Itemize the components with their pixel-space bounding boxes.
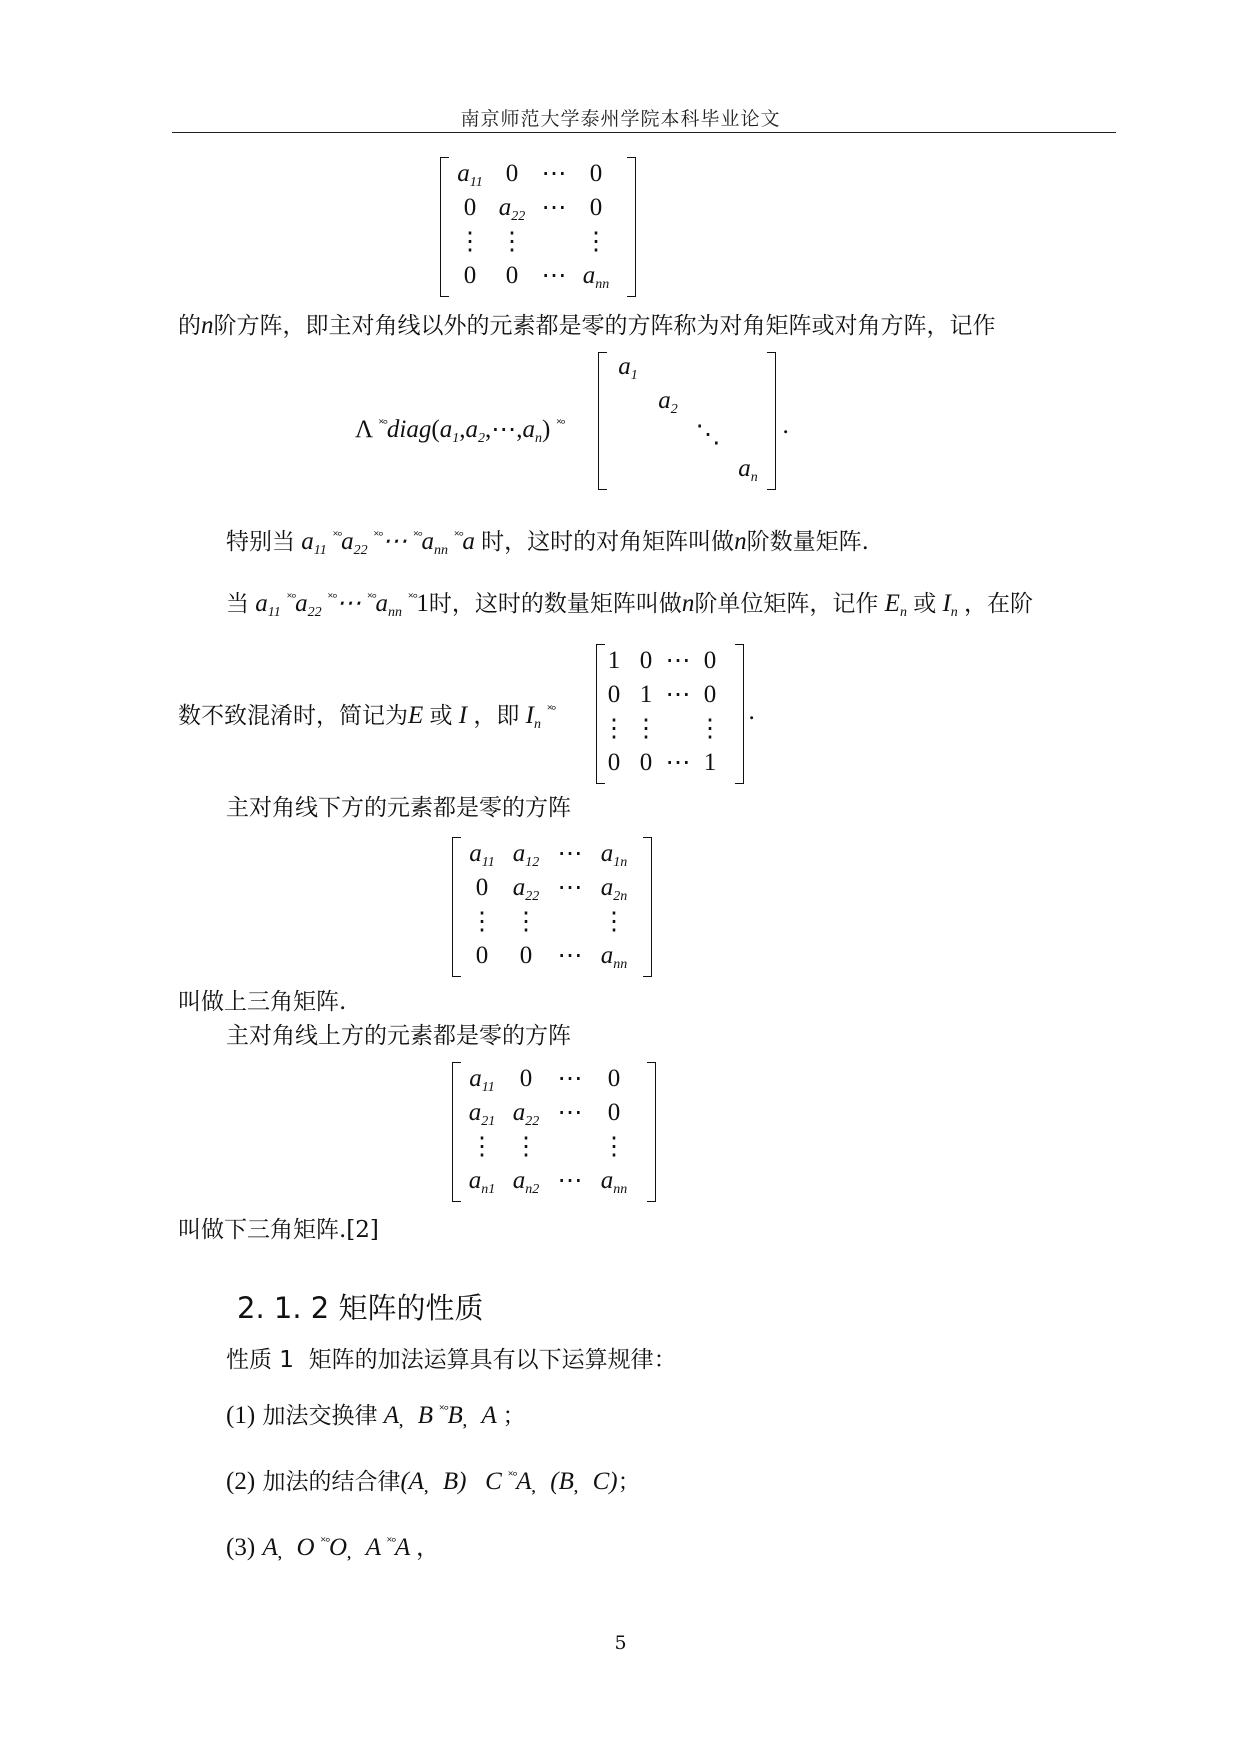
- text-span: 当: [226, 591, 249, 617]
- lower-triangular-matrix: [452, 1062, 656, 1202]
- text-span: 阶数量矩阵.: [746, 529, 869, 555]
- matrix-entry: ⋯: [557, 1065, 583, 1092]
- diagonal-matrix-general: [440, 157, 636, 297]
- running-header: 南京师范大学泰州学院本科毕业论文: [460, 108, 781, 130]
- text-span: ，即: [473, 703, 520, 729]
- matrix-entry: 1: [703, 749, 717, 776]
- math-n: n: [734, 528, 747, 555]
- page-number: 5: [614, 1632, 627, 1654]
- paragraph-identity-short: [178, 694, 555, 741]
- matrix-entry: ⋯: [557, 942, 583, 969]
- text-span: 或: [913, 591, 937, 617]
- matrix-entry: ⋮: [469, 908, 495, 935]
- equals-glyph: ˟°: [547, 702, 556, 717]
- matrix-entry: $a_{12}$: [512, 840, 540, 870]
- text-span: ；: [502, 1403, 526, 1429]
- text-span: 特别当: [226, 529, 295, 555]
- item-number: (2): [226, 1468, 256, 1495]
- math-In: $I_n$: [936, 590, 958, 620]
- text-span: 时，这时的对角矩阵叫做: [481, 529, 735, 555]
- math-n: n: [681, 590, 695, 617]
- matrix-entry: ⋯: [541, 262, 567, 289]
- matrix-entry: ⋮: [499, 228, 525, 255]
- property-statement: [226, 1344, 677, 1376]
- matrix-entry: ⋯: [557, 1099, 583, 1126]
- matrix-entry: $a_{22}$: [512, 1099, 540, 1129]
- lambda-diag-equation: [355, 408, 565, 455]
- matrix-entry: $a_{11}$: [457, 160, 483, 190]
- matrix-entry: 0: [519, 942, 533, 969]
- diag-args: $(a_1,a_2,\cdots,a_n)$: [431, 416, 557, 446]
- text-span: ，: [416, 1535, 440, 1561]
- text-span: 或: [429, 703, 453, 729]
- matrix-entry: 0: [463, 194, 477, 221]
- matrix-entry: ⋱: [695, 421, 721, 448]
- matrix-entry: $a_{n1}$: [468, 1167, 496, 1197]
- right-bracket: [627, 157, 636, 297]
- matrix-entry: $a_{11}$: [469, 1065, 495, 1095]
- matrix-entry: ⋯: [557, 840, 583, 867]
- math-associative: (A̦ B) C ˟°A̦ (B̦ C): [400, 1468, 618, 1495]
- identity-matrix: [596, 644, 744, 784]
- property-label: 性质 1: [226, 1347, 294, 1373]
- matrix-entry: ⋯: [665, 749, 691, 776]
- matrix-entry: $a_{1n}$: [600, 840, 628, 870]
- lower-label: 叫做下三角矩阵.[2]: [178, 1217, 379, 1243]
- matrix-entry: ⋮: [583, 228, 609, 255]
- rule-item-2: [226, 1460, 641, 1498]
- matrix-entry: 0: [505, 160, 519, 187]
- matrix-entry: ⋮: [601, 1133, 627, 1160]
- upper-label: 叫做上三角矩阵.: [178, 989, 347, 1015]
- math-zero-identity: A̦ O ˟°O̦ A ˟°A: [262, 1534, 417, 1561]
- matrix-entry: 0: [639, 749, 653, 776]
- equals-glyph: ˟°: [556, 416, 565, 431]
- matrix-entry: 0: [703, 647, 717, 674]
- matrix-entry: 0: [505, 262, 519, 289]
- math-En: $E_n$: [878, 590, 907, 620]
- matrix-entry: 0: [475, 942, 489, 969]
- matrix-entry: 0: [589, 160, 603, 187]
- section-heading: 2. 1. 2 矩阵的性质: [237, 1291, 484, 1325]
- text-span: 阶方阵，即主对角线以外的元素都是零的方阵称为对角矩阵或对角方阵，记作: [213, 313, 996, 339]
- matrix-entry: ⋯: [541, 160, 567, 187]
- math-In: $I_n$: [519, 702, 541, 732]
- matrix-entry: ⋮: [513, 1133, 539, 1160]
- matrix-entry: ⋯: [557, 874, 583, 901]
- matrix-entry: $a_n$: [738, 455, 758, 485]
- matrix-entry: 0: [463, 262, 477, 289]
- text-span: 的: [178, 313, 201, 339]
- matrix-entry: ⋮: [601, 908, 627, 935]
- text-span: ；: [617, 1469, 641, 1495]
- math-n: n: [201, 312, 214, 339]
- math-commutative: A̦ B ˟°B̦ A: [377, 1402, 503, 1429]
- upper-triangular-matrix: [452, 837, 652, 977]
- matrix-entry: 0: [703, 681, 717, 708]
- matrix-entry: 0: [607, 1099, 621, 1126]
- matrix-entry: ⋯: [665, 647, 691, 674]
- matrix-entry: 0: [607, 749, 621, 776]
- math-I: I: [452, 702, 474, 729]
- lower-intro: 主对角线上方的元素都是零的方阵: [226, 1023, 571, 1049]
- math-E: E: [408, 702, 430, 729]
- item-number: (1): [226, 1402, 256, 1429]
- math-one: 1: [416, 590, 429, 617]
- upper-intro: 主对角线下方的元素都是零的方阵: [226, 795, 571, 821]
- text-span: 矩阵的加法运算具有以下运算规律：: [308, 1347, 677, 1373]
- matrix-entry: 0: [639, 647, 653, 674]
- right-bracket: [643, 837, 652, 977]
- matrix-entry: ⋮: [457, 228, 483, 255]
- matrix-entry: ⋮: [469, 1133, 495, 1160]
- math-equality-chain: $a_{11}$ $^{˟^\circ}a_{22}$ ˟°⋯ $^{˟^\circ}a_{nn}$ ˟°: [249, 590, 417, 620]
- period: .: [748, 699, 756, 725]
- rule-item-3: [226, 1526, 439, 1564]
- matrix-entry: $a_{n2}$: [512, 1167, 540, 1197]
- matrix-entry: $a_{nn}$: [582, 262, 610, 292]
- lambda-symbol: Λ: [355, 416, 379, 443]
- right-bracket: [647, 1062, 656, 1202]
- matrix-entry: 1: [639, 681, 653, 708]
- text-span: 加法交换律: [262, 1403, 378, 1429]
- header-rule: [172, 132, 1116, 133]
- matrix-entry: ⋮: [633, 715, 659, 742]
- matrix-entry: ⋯: [665, 681, 691, 708]
- period: .: [782, 413, 790, 439]
- matrix-entry: ⋮: [513, 908, 539, 935]
- text-span: 加法的结合律: [262, 1469, 401, 1495]
- matrix-entry: ⋯: [541, 194, 567, 221]
- matrix-entry: ⋮: [697, 715, 723, 742]
- text-span: ，在阶: [964, 591, 1034, 617]
- equals-glyph: ˟°: [378, 416, 387, 431]
- item-number: (3): [226, 1534, 256, 1561]
- paragraph-diagonal-definition: [178, 310, 996, 342]
- matrix-entry: $a_{21}$: [468, 1099, 496, 1129]
- rule-item-1: [226, 1394, 526, 1432]
- matrix-entry: $a_{22}$: [498, 194, 526, 224]
- matrix-entry: ⋯: [557, 1167, 583, 1194]
- matrix-entry: 0: [475, 874, 489, 901]
- matrix-entry: $a_{11}$: [469, 840, 495, 870]
- diagonal-matrix-lambda: [598, 352, 776, 490]
- text-span: 阶单位矩阵，记作: [694, 591, 879, 617]
- text-span: 时，这时的数量矩阵叫做: [428, 591, 682, 617]
- text-span: 数不致混淆时，简记为: [178, 703, 408, 729]
- matrix-entry: $a_2$: [658, 387, 678, 417]
- paragraph-scalar-matrix: [226, 520, 869, 567]
- matrix-entry: $a_{2n}$: [600, 874, 628, 904]
- matrix-entry: 0: [607, 1065, 621, 1092]
- matrix-entry: $a_{22}$: [512, 874, 540, 904]
- matrix-entry: $a_{nn}$: [600, 942, 628, 972]
- matrix-entry: ⋮: [601, 715, 627, 742]
- diag-function: diag: [386, 416, 432, 443]
- math-equality-chain: $a_{11}$ $^{˟^\circ}a_{22}$ ˟°⋯ $^{˟^\circ}a_{nn}$ ˟°a: [295, 528, 482, 558]
- matrix-entry: 0: [607, 681, 621, 708]
- matrix-entry: 0: [519, 1065, 533, 1092]
- matrix-entry: 1: [607, 647, 621, 674]
- matrix-entry: $a_1$: [618, 353, 638, 383]
- matrix-entry: 0: [589, 194, 603, 221]
- matrix-entry: $a_{nn}$: [600, 1167, 628, 1197]
- paragraph-identity-matrix: [226, 582, 1033, 629]
